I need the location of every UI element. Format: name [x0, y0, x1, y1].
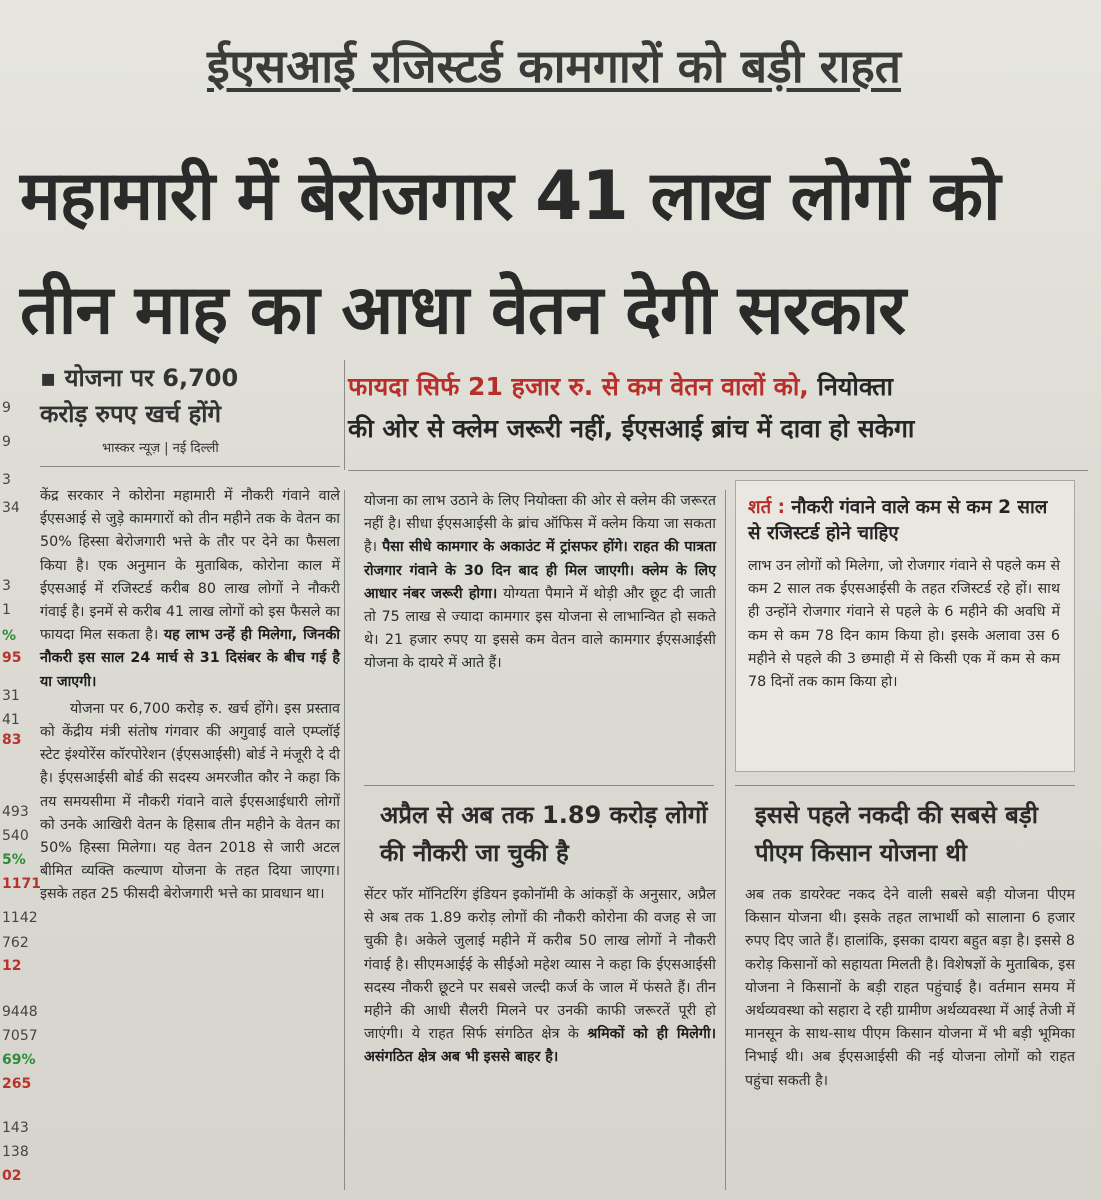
edge-number: 9 [2, 400, 11, 416]
left-paragraph-1 [40, 485, 340, 694]
column-divider [344, 490, 345, 1190]
section-heading-jobs: अप्रैल से अब तक 1.89 करोड़ लोगों की नौकरी जा चुकी है [380, 801, 708, 867]
edge-number: 34 [2, 500, 20, 516]
condition-label: शर्त : [748, 497, 785, 518]
highlight-text-1: योजना पर 6,700 [64, 364, 239, 392]
edge-numbers-strip [0, 380, 41, 1200]
jobs-text-bold: श्रमिकों को ही मिलेगी। असंगठित क्षेत्र अब भी इससे बाहर है। [364, 1026, 716, 1066]
bullet-icon: ▪ [40, 364, 57, 392]
section-heading-pm-kisan: इससे पहले नकदी की सबसे बड़ी पीएम किसान योजना थी [755, 801, 1038, 867]
edge-number: % [2, 628, 17, 644]
left-paragraph-2: योजना पर 6,700 करोड़ रु. खर्च होंगे। इस प्रस्ताव को केंद्रीय मंत्री संतोष गंगवार की अगुवाई वाले एम्प्लॉई स्टेट इंश्योरेंस कॉरपोरेशन (ईएसआईसी) बोर्ड ने मंजूरी दे दी है। ईएसआईसी बोर्ड की सदस्य अमरजीत कौर ने कहा कि तय समयसीमा में नौकरी गंवाने वाले ईएसआईधारी लोगों को उनके आखिरी वेतन के हिसाब तीन महीने के वेतन का 50% हिस्सा मिलेगा। यह वेतन 2018 से जारी अटल बीमित व्यक्ति कल्याण योजना के तहत दिया जाएगा। इसके तहत 25 फीसदी बेरोजगारी भत्ते का प्रावधान था। [40, 700, 340, 903]
highlight-line-2: करोड़ रुपए खर्च होंगे [40, 400, 221, 428]
divider [40, 466, 340, 467]
edge-number: 762 [2, 935, 29, 951]
condition-box [735, 480, 1075, 772]
edge-number: 69% [2, 1052, 36, 1068]
edge-number: 02 [2, 1168, 22, 1184]
right-column-bottom [745, 796, 1075, 1093]
highlight-box [40, 360, 340, 432]
edge-number: 1171 [2, 876, 41, 892]
mid-top-bold: पैसा सीधे कामगार के अकाउंट में ट्रांसफर होंगे। राहत की पात्रता रोजगार गंवाने के 30 दिन बाद ही मिल जाएगी। क्लेम के लिए आधार नंबर जरूरी होगा। [364, 539, 716, 602]
column-divider [344, 360, 345, 470]
condition-title-text: नौकरी गंवाने वाले कम से कम 2 साल से रजिस्टर्ड होने चाहिए [748, 497, 1048, 544]
edge-number: 138 [2, 1144, 29, 1160]
subhead-line-1 [348, 366, 1093, 408]
edge-number: 1 [2, 602, 11, 618]
left-para1-text: केंद्र सरकार ने कोरोना महामारी में नौकरी गंवाने वाले ईएसआई से जुड़े कामगारों को तीन महीने तक के वेतन का 50% हिस्सा बेरोजगारी भत्ते के तौर पर देने का फैसला किया है। एक अनुमान के मुताबिक, कोरोना काल में ईएसआई में रजिस्टर्ड करीब 80 लाख लोगों ने नौकरी गंवाई है। इनमें से करीब 41 लाख लोगों को इस फैसले का फायदा मिल सकता है। [40, 488, 340, 644]
jobs-text [364, 884, 716, 1070]
edge-number: 95 [2, 650, 22, 666]
section-rule [348, 470, 1088, 471]
condition-text: लाभ उन लोगों को मिलेगा, जो रोजगार गंवाने से पहले कम से कम 2 साल तक ईएसआईसी के तहत रजिस्टर्ड रहे हों। साथ ही उन्होंने रोजगार गंवाने से पहले के 6 महीने की अवधि में कम से कम 78 दिन काम किया हो। इसके अलावा उस 6 महीने से पहले की 3 छमाही में से किसी एक में कम से कम 78 दिनों तक काम किया हो। [748, 558, 1060, 691]
highlight-line-1 [40, 360, 340, 396]
edge-number: 265 [2, 1076, 32, 1092]
condition-title [748, 495, 1048, 547]
subhead-black: नियोक्ता [808, 372, 893, 401]
subhead-line-2: की ओर से क्लेम जरूरी नहीं, ईएसआई ब्रांच में दावा हो सकेगा [348, 414, 915, 443]
jobs-text-body: सेंटर फॉर मॉनिटरिंग इंडियन इकोनॉमी के आंकड़ों के अनुसार, अप्रैल से अब तक 1.89 करोड़ लोगों की नौकरी कोरोना की वजह से जा चुकी है। अकेले जुलाई महीने में करीब 50 लाख लोगों ने नौकरी गंवाई है। सीएमआईई के सीईओ महेश व्यास ने कहा कि ईएसआईसी सदस्य नौकरी छूटने पर सबसे जल्दी कर्ज के जाल में फंसते हैं। तीन महीने की आधी सैलरी मिलने पर उनकी काफी जरूरतें पूरी हो जाएंगी। ये राहत सिर्फ संगठित क्षेत्र के [364, 887, 716, 1043]
edge-number: 83 [2, 732, 22, 748]
main-headline [20, 140, 1080, 368]
headline-line-2: तीन माह का आधा वेतन देगी सरकार [20, 271, 906, 350]
kicker-headline: ईएसआई रजिस्टर्ड कामगारों को बड़ी राहत [206, 39, 902, 93]
edge-number: 7057 [2, 1028, 38, 1044]
edge-number: 3 [2, 472, 11, 488]
mid-top-text-2: योग्यता पैमाने में थोड़ी और छूट दी जाती तो 75 लाख से ज्यादा कामगार इस योजना से लाभान्वित हो सकते थे। 21 हजार रुपए या इससे कम वेतन वाले कामगार ईएसआईसी योजना के दायरे में आते हैं। [364, 585, 716, 672]
section-rule [364, 785, 714, 786]
edge-number: 31 [2, 688, 20, 704]
edge-number: 143 [2, 1120, 29, 1136]
middle-column-bottom [364, 796, 716, 1070]
subhead-red: फायदा सिर्फ 21 हजार रु. से कम वेतन वालों को, [348, 372, 809, 401]
edge-number: 9448 [2, 1004, 38, 1020]
edge-number: 493 [2, 804, 29, 820]
edge-number: 3 [2, 578, 11, 594]
pm-kisan-text: अब तक डायरेक्ट नकद देने वाली सबसे बड़ी योजना पीएम किसान योजना थी। इसके तहत लाभार्थी को सालाना 6 हजार रुपए दिए जाते हैं। हालांकि, इसका दायरा बहुत बड़ा है। इससे 8 करोड़ किसानों को सहायता मिलती है। विशेषज्ञों के मुताबिक, इस योजना ने किसानों के बड़ी राहत पहुंचाई है। वर्तमान समय में अर्थव्यवस्था को सहारा दे रही ग्रामीण अर्थव्यवस्था में आई तेजी में मानसून के साथ-साथ पीएम किसान योजना में भी बड़ी भूमिका निभाई थी। अब ईएसआईसी की नई योजना लोगों को राहत पहुंचा सकती है। [745, 887, 1075, 1089]
headline-line-1: महामारी में बेरोजगार 41 लाख लोगों को [20, 157, 1000, 236]
edge-number: 12 [2, 958, 22, 974]
byline: भास्कर न्यूज़ | नई दिल्ली [102, 441, 219, 456]
edge-number: 9 [2, 434, 11, 450]
middle-column-top [364, 490, 716, 676]
edge-number: 5% [2, 852, 26, 868]
edge-number: 1142 [2, 910, 38, 926]
column-divider [725, 490, 726, 1190]
section-rule [735, 785, 1075, 786]
left-column [40, 360, 340, 907]
left-para1-bold: यह लाभ उन्हें ही मिलेगा, जिनकी नौकरी इस साल 24 मार्च से 31 दिसंबर के बीच गई है या जाएगी। [40, 627, 340, 690]
mid-top-text: योजना का लाभ उठाने के लिए नियोक्ता की ओर से क्लेम की जरूरत नहीं है। सीधा ईएसआईसी के ब्रांच ऑफिस में क्लेम किया जा सकता है। [364, 493, 716, 556]
edge-number: 540 [2, 828, 29, 844]
subheadline [348, 366, 1093, 450]
edge-number: 41 [2, 712, 20, 728]
